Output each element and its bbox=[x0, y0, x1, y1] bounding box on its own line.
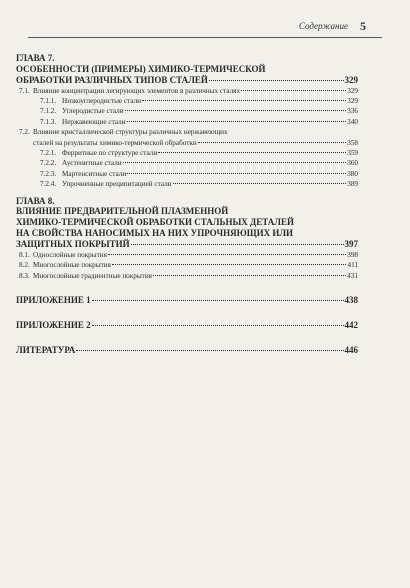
toc-entry-7-2-4[interactable] bbox=[16, 179, 358, 189]
toc-entry-title: Влияние концентрации легирующих элементов в различных сталях bbox=[33, 86, 241, 95]
toc-entry-page: 329 bbox=[347, 86, 358, 95]
toc-entry-title: сталей на результаты химико-термической обработки bbox=[33, 138, 197, 147]
dot-leader bbox=[241, 90, 346, 91]
toc-entry-7-2[interactable] bbox=[16, 138, 358, 148]
toc-entry-page: 358 bbox=[347, 138, 358, 147]
toc-entry-title: Упрочненные преципитацией стали bbox=[62, 180, 172, 189]
toc-entry-title: Аустенитные стали bbox=[62, 159, 122, 168]
dot-leader bbox=[125, 110, 347, 111]
toc-entry-appendix-1[interactable] bbox=[16, 295, 358, 306]
toc-entry-title: Ферритные по структуре стали bbox=[62, 149, 158, 158]
toc-entry-page: 389 bbox=[347, 180, 358, 189]
toc-entry-number: 7.1.1. bbox=[40, 97, 57, 105]
chapter-8-title-line: НА СВОЙСТВА НАНОСИМЫХ НА НИХ УПРОЧНЯЮЩИХ ИЛИ bbox=[16, 228, 294, 239]
toc-entry-7-1-3[interactable] bbox=[16, 117, 358, 127]
chapter-8-title-line: ГЛАВА 8. bbox=[16, 195, 55, 206]
toc-entry-title: ЛИТЕРАТУРА bbox=[16, 345, 76, 356]
toc-entry-8-2[interactable] bbox=[16, 260, 358, 270]
toc-entry-chapter-7[interactable] bbox=[16, 75, 358, 86]
dot-leader bbox=[131, 244, 344, 245]
toc-entry-title: Углеродистые стали bbox=[62, 107, 124, 116]
dot-leader bbox=[112, 264, 347, 265]
toc-entry-title: Влияние кристаллической структуры различных нержавеющих bbox=[33, 128, 228, 137]
toc-entry-title: Многослойные градиентные покрытия bbox=[33, 271, 152, 280]
toc-entry-7-2-2[interactable] bbox=[16, 158, 358, 168]
toc-entry-number: 8.3. bbox=[19, 271, 30, 280]
toc-entry-page: 336 bbox=[347, 107, 358, 116]
toc-entry-page: 329 bbox=[344, 74, 358, 85]
chapter-7-title-line: ОСОБЕННОСТИ (ПРИМЕРЫ) ХИМИКО-ТЕРМИЧЕСКОЙ bbox=[16, 63, 266, 74]
dot-leader bbox=[92, 300, 344, 301]
toc-entry-number: 7.2.4. bbox=[40, 180, 57, 189]
toc-entry-page: 329 bbox=[347, 97, 358, 105]
toc-entry-title: Нержавеющие стали bbox=[62, 117, 126, 126]
toc-entry-title: ЗАЩИТНЫХ ПОКРЫТИЙ bbox=[16, 238, 130, 249]
toc-entry-7-2-line1[interactable] bbox=[16, 127, 358, 137]
toc-entry-number: 8.2. bbox=[19, 261, 30, 270]
toc-entry-number: 7.2. bbox=[19, 128, 30, 137]
toc-entry-8-3[interactable] bbox=[16, 271, 358, 281]
dot-leader bbox=[127, 173, 346, 174]
toc-entry-appendix-2[interactable] bbox=[16, 320, 358, 331]
chapter-8-title-line: ВЛИЯНИЕ ПРЕДВАРИТЕЛЬНОЙ ПЛАЗМЕННОЙ bbox=[16, 206, 229, 217]
toc-entry-title: Мартенситные стали bbox=[62, 169, 127, 178]
toc-entry-title: Низкоуглеродистые стали bbox=[62, 97, 142, 105]
toc-entry-title: ПРИЛОЖЕНИЕ 1 bbox=[16, 295, 91, 306]
toc-entry-literature[interactable] bbox=[16, 345, 358, 356]
toc-entry-number: 8.1. bbox=[19, 250, 30, 259]
running-head bbox=[299, 18, 366, 33]
toc-entry-title: Однослойные покрытия bbox=[33, 250, 107, 259]
dot-leader bbox=[158, 152, 346, 153]
toc-entry-number: 7.2.1. bbox=[40, 149, 57, 158]
toc-entry-number: 7.2.2. bbox=[40, 159, 57, 168]
dot-leader bbox=[76, 350, 343, 351]
toc-entry-page: 446 bbox=[344, 345, 358, 356]
toc-entry-page: 397 bbox=[344, 238, 358, 249]
dot-leader bbox=[173, 183, 347, 184]
chapter-7-title-line: ГЛАВА 7. bbox=[16, 53, 55, 63]
toc-entry-title: Многослойные покрытия bbox=[33, 261, 111, 270]
toc-entry-number: 7.1.3. bbox=[40, 117, 57, 126]
table-of-contents bbox=[16, 53, 358, 356]
toc-entry-7-2-3[interactable] bbox=[16, 169, 358, 179]
toc-entry-page: 431 bbox=[347, 271, 358, 280]
toc-entry-7-2-1[interactable] bbox=[16, 148, 358, 158]
toc-entry-chapter-8[interactable] bbox=[16, 239, 358, 250]
toc-entry-7-1[interactable] bbox=[16, 86, 358, 96]
toc-entry-7-1-2[interactable] bbox=[16, 106, 358, 116]
toc-entry-page: 442 bbox=[344, 320, 358, 331]
toc-entry-title: ПРИЛОЖЕНИЕ 2 bbox=[16, 320, 91, 331]
dot-leader bbox=[123, 162, 347, 163]
dot-leader bbox=[209, 80, 344, 81]
header-rule bbox=[28, 37, 382, 38]
toc-entry-title: ОБРАБОТКИ РАЗЛИЧНЫХ ТИПОВ СТАЛЕЙ bbox=[16, 74, 208, 85]
toc-entry-7-1-1[interactable] bbox=[16, 96, 358, 106]
dot-leader bbox=[198, 142, 346, 143]
dot-leader bbox=[142, 100, 346, 101]
toc-entry-number: 7.1.2. bbox=[40, 107, 57, 116]
toc-entry-8-1[interactable] bbox=[16, 250, 358, 260]
page-number: 5 bbox=[360, 19, 366, 33]
toc-entry-page: 359 bbox=[347, 149, 358, 158]
toc-entry-number: 7.1. bbox=[19, 86, 30, 95]
toc-entry-page: 340 bbox=[347, 117, 358, 126]
dot-leader bbox=[92, 325, 344, 326]
toc-entry-page: 438 bbox=[344, 295, 358, 306]
section-title: Содержание bbox=[298, 21, 348, 31]
toc-entry-number: 7.2.3. bbox=[40, 169, 57, 178]
dot-leader bbox=[153, 275, 346, 276]
chapter-8-title-line: ХИМИКО-ТЕРМИЧЕСКОЙ ОБРАБОТКИ СТАЛЬНЫХ ДЕТАЛЕЙ bbox=[16, 217, 295, 228]
dot-leader bbox=[127, 121, 347, 122]
dot-leader bbox=[108, 254, 346, 255]
toc-entry-page: 360 bbox=[347, 159, 358, 168]
toc-entry-page: 411 bbox=[347, 261, 358, 270]
toc-entry-page: 380 bbox=[347, 169, 358, 178]
toc-entry-page: 398 bbox=[347, 250, 358, 259]
